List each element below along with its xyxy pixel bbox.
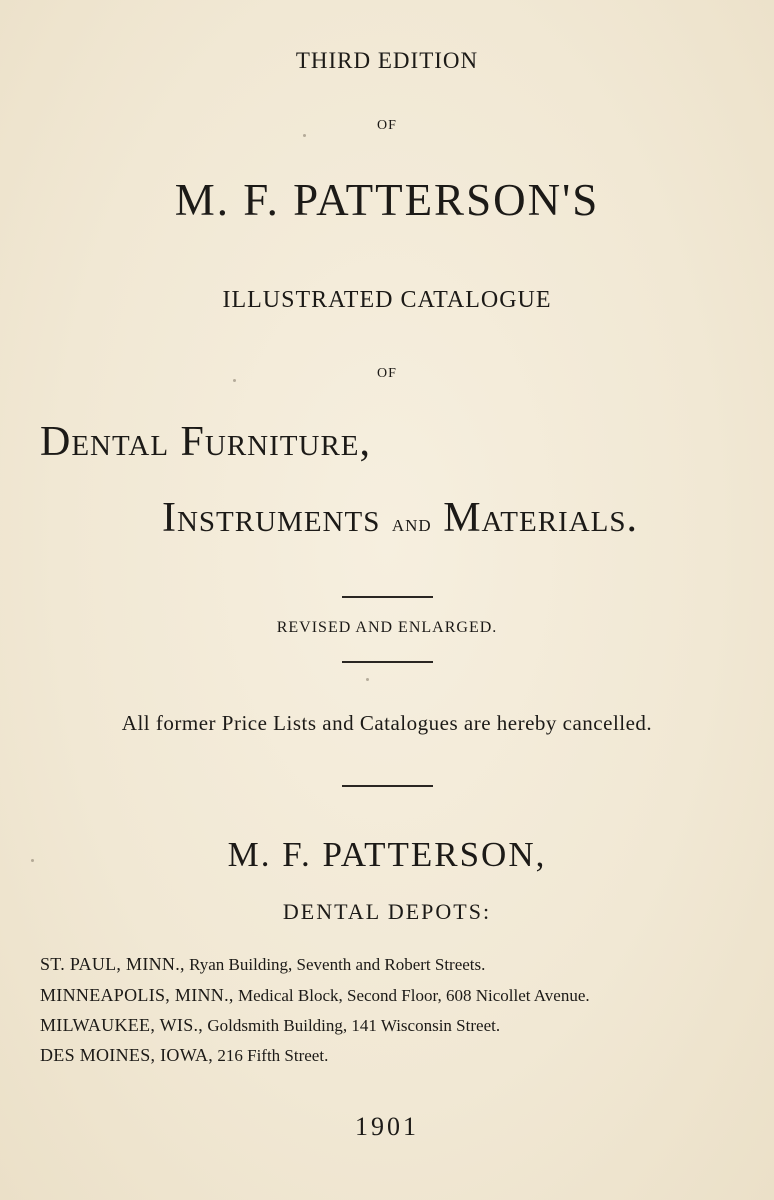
revised-note: REVISED AND ENLARGED. xyxy=(276,619,498,636)
paper-speck xyxy=(366,678,369,681)
publisher-name: M. F. PATTERSON, xyxy=(227,835,547,874)
publication-year: 1901 xyxy=(355,1112,419,1141)
address-city: MILWAUKEE, WIS., xyxy=(40,1015,204,1035)
address-line xyxy=(40,1015,500,1036)
address-detail: Ryan Building, Seventh and Robert Streets. xyxy=(189,955,486,974)
of-connector-2: OF xyxy=(377,366,397,381)
paper-speck xyxy=(31,859,34,862)
divider-3 xyxy=(342,785,433,787)
catalogue-heading: ILLUSTRATED CATALOGUE xyxy=(222,287,552,313)
divider-2 xyxy=(342,661,433,663)
address-detail: Goldsmith Building, 141 Wisconsin Street. xyxy=(207,1016,501,1035)
address-line xyxy=(40,954,485,975)
title-and: and xyxy=(391,511,432,537)
title-line-1: Dental Furniture, xyxy=(40,419,371,465)
address-city: ST. PAUL, MINN., xyxy=(40,954,185,974)
of-connector-1: OF xyxy=(377,118,397,133)
paper-speck xyxy=(303,134,306,137)
title-materials: Materials. xyxy=(443,495,638,541)
address-detail: Medical Block, Second Floor, 608 Nicollet Avenue. xyxy=(237,986,590,1005)
address-line xyxy=(40,985,590,1006)
depots-heading: DENTAL DEPOTS: xyxy=(282,899,492,924)
address-detail: 216 Fifth Street. xyxy=(217,1046,329,1065)
address-city: DES MOINES, IOWA, xyxy=(40,1045,214,1065)
author-name: M. F. PATTERSON'S xyxy=(174,175,600,225)
address-line xyxy=(40,1045,328,1066)
divider-1 xyxy=(342,596,433,598)
address-city: MINNEAPOLIS, MINN., xyxy=(40,985,234,1005)
edition-heading: THIRD EDITION xyxy=(295,48,479,73)
title-instruments: Instruments xyxy=(162,495,381,541)
title-line-2 xyxy=(162,494,638,542)
paper-speck xyxy=(233,379,236,382)
cancellation-notice: All former Price Lists and Catalogues are hereby cancelled. xyxy=(121,711,653,735)
